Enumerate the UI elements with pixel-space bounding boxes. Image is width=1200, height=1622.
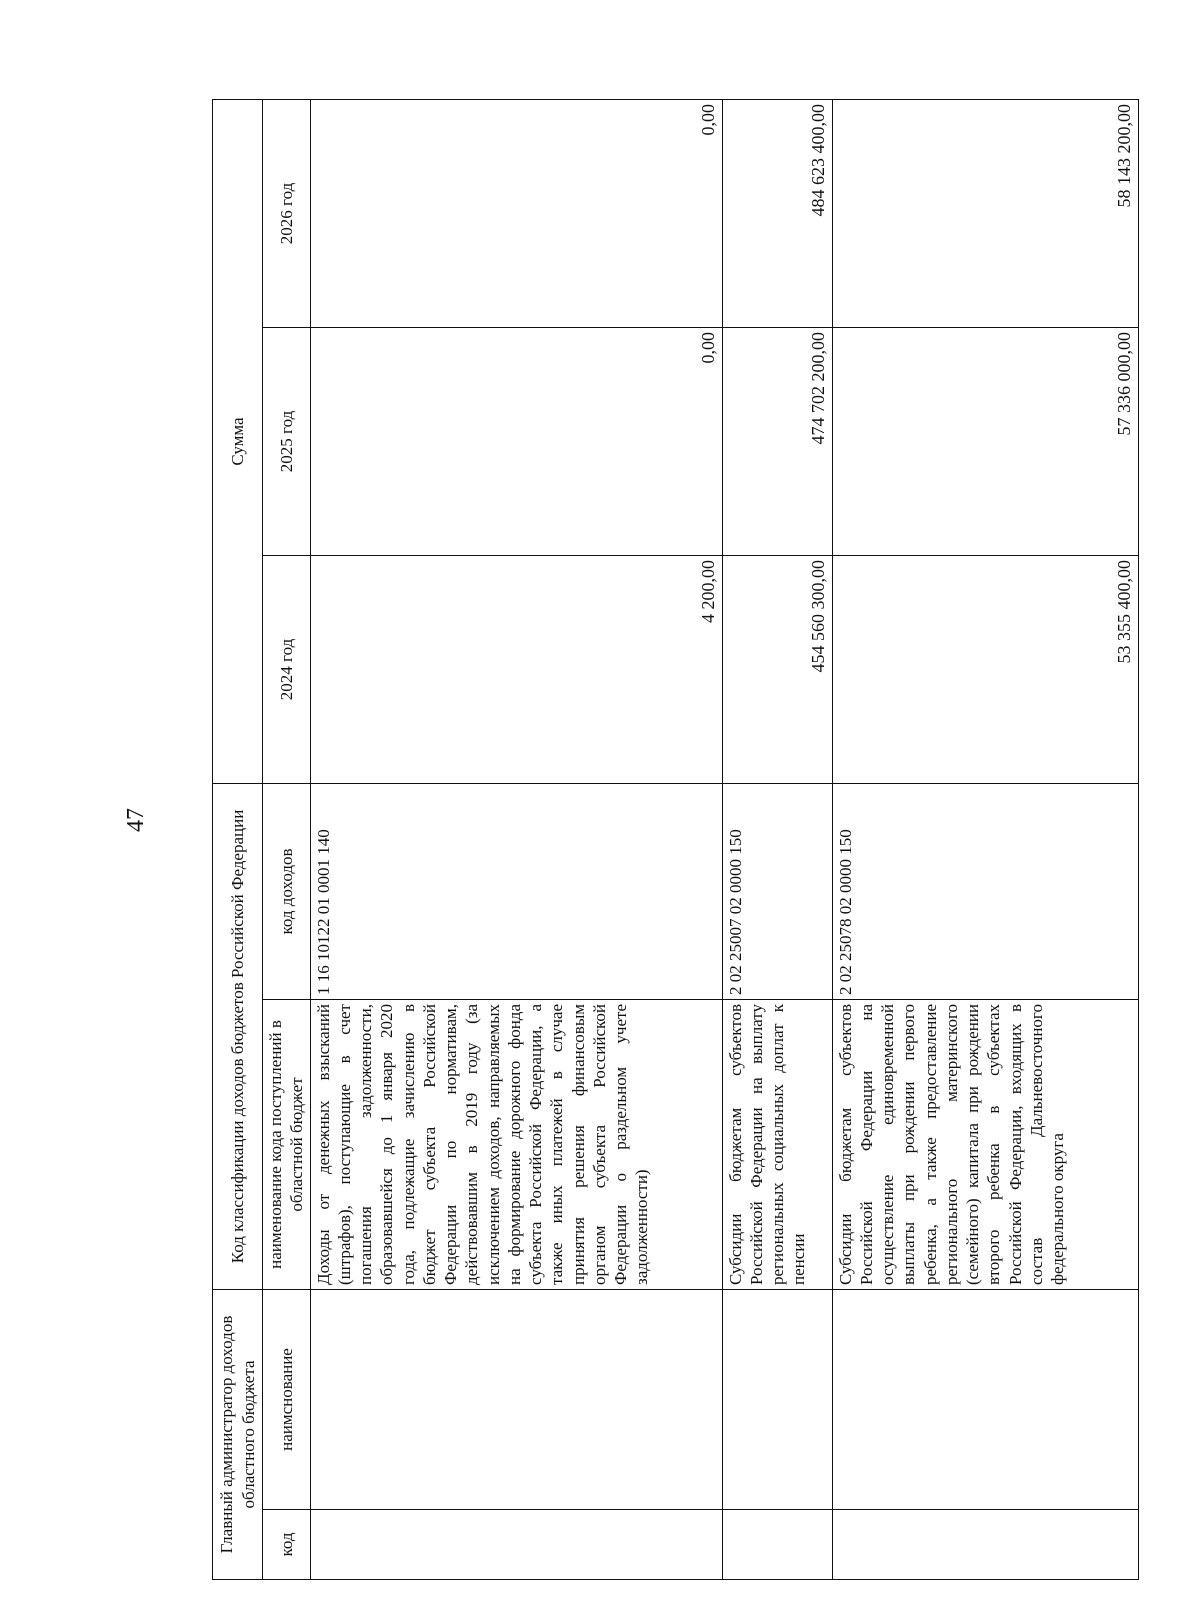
sum-2024-cell: 4 200,00 (310, 555, 722, 783)
sum-2026-cell: 58 143 200,00 (832, 99, 1138, 327)
header-year-2025: 2025 год (263, 327, 311, 555)
header-code: код (263, 1510, 311, 1580)
admin-name-cell (832, 1290, 1138, 1510)
sum-2026-cell: 484 623 400,00 (722, 99, 832, 327)
header-admin-group: Главный администратор доходов областного бюджета (213, 1290, 263, 1580)
header-year-2024: 2024 год (263, 555, 311, 783)
rotated-table-wrapper (212, 100, 1134, 1580)
admin-code-cell (722, 1510, 832, 1580)
header-sum-group: Сумма (213, 99, 263, 783)
income-code-cell: 1 16 10122 01 0001 140 (310, 783, 722, 999)
admin-code-cell (310, 1510, 722, 1580)
admin-name-cell (310, 1290, 722, 1510)
header-income-name: наименование кода поступлений в областной бюджет (263, 1000, 311, 1290)
income-code-cell: 2 02 25078 02 0000 150 (832, 783, 1138, 999)
income-name-cell: Субсидии бюджетам субъектов Российской Федерации на осуществление единовременной выплаты при рождении первого ребенка, а также предоставление регионального материнского (семейного) капитала при рождении второго ребенка в субъектах Российской Федерации, входящих в состав Дальневосточного федерального округа (832, 1000, 1138, 1290)
table-frame (212, 100, 1134, 1580)
sum-2024-cell: 53 355 400,00 (832, 555, 1138, 783)
sum-2025-cell: 474 702 200,00 (722, 327, 832, 555)
header-income-code: код доходов (263, 783, 311, 999)
table-row (310, 99, 722, 1579)
page-number: 47 (122, 808, 149, 832)
header-classification-group: Код классификации доходов бюджетов Российской Федерации (213, 783, 263, 1289)
budget-table (212, 99, 1139, 1580)
table-row (832, 99, 1138, 1579)
table-row (722, 99, 832, 1579)
header-year-2026: 2026 год (263, 99, 311, 327)
sum-2025-cell: 0,00 (310, 327, 722, 555)
sum-2025-cell: 57 336 000,00 (832, 327, 1138, 555)
income-code-cell: 2 02 25007 02 0000 150 (722, 783, 832, 999)
admin-name-cell (722, 1290, 832, 1510)
header-name: наимснование (263, 1290, 311, 1510)
admin-code-cell (832, 1510, 1138, 1580)
sum-2026-cell: 0,00 (310, 99, 722, 327)
income-name-cell: Субсидии бюджетам субъектов Российской Федерации на выплату региональных социальных доплат к пенсии (722, 1000, 832, 1290)
sum-2024-cell: 454 560 300,00 (722, 555, 832, 783)
income-name-cell: Доходы от денежных взысканий (штрафов), поступающие в счет погашения задолженности, образовавшейся до 1 января 2020 года, подлежащие зачислению в бюджет субъекта Российской Федерации по нормативам, действовавшим в 2019 году (за исключением доходов, направляемых на формирование дорожного фонда субъекта Российской Федерации, а также иных платежей в случае принятия решения финансовым органом субъекта Российской Федерации о раздельном учете задолженности) (310, 1000, 722, 1290)
